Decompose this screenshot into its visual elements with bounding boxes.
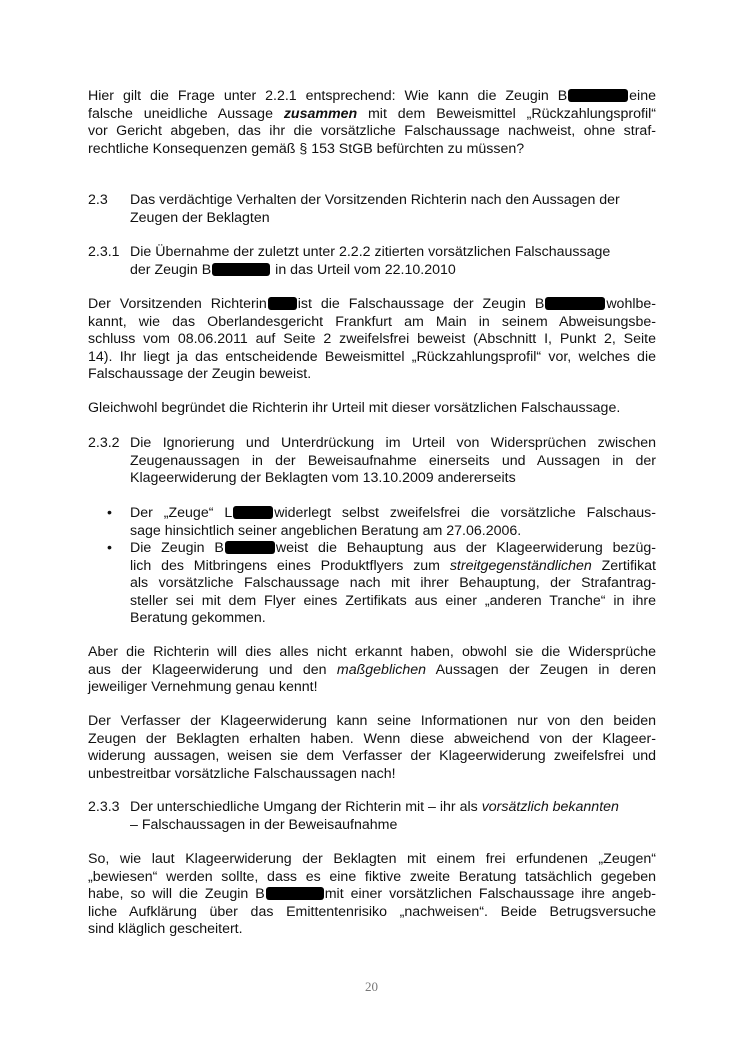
page-number: 20 — [365, 979, 378, 994]
section-heading: Die Übernahme der zuletzt unter 2.2.2 zitierten vorsätzlichen Falschaussage der Zeugin B in das Urteil vom 22.10.2010 — [130, 244, 611, 278]
text-line: 14). Ihr liegt ja das entscheidende Beweismittel „Rückzahlungsprofil“ vor, welches die — [88, 348, 656, 365]
emphasis-text: zusammen — [283, 105, 358, 122]
text-line: Falschaussage der Zeugin beweist. — [88, 366, 312, 382]
redaction — [233, 506, 273, 519]
paragraph — [88, 400, 656, 418]
paragraph: Aber die Richterin will dies alles nicht erkannt haben, obwohl sie die Widersprüche aus der Klageerwiderung und den maßgeblichen Aussagen der Zeugen in deren jeweiliger Vernehmung genau kennt! — [88, 644, 656, 695]
redaction — [568, 89, 628, 102]
section-heading: Der unterschiedliche Umgang der Richterin mit – ihr als vorsätzlich bekannten – Falschaussagen in der Beweisaufnahme — [130, 799, 619, 833]
redaction — [545, 297, 605, 310]
text-line: Gleichwohl begründet die Richterin ihr Urteil mit dieser vorsätzlichen Falschaussage. — [88, 400, 621, 416]
text-line: unbestreitbar vorsätzliche Falschaussagen nach! — [88, 765, 396, 782]
text-line: widerung aussagen, weisen sie dem Verfasser der Klageerwiderung zweifelsfrei und — [88, 748, 656, 764]
text: mit dem Beweismittel „Rückzahlungsprofil“ — [357, 105, 656, 122]
section-heading: Die Ignorierung und Unterdrückung im Urteil von Widersprüchen zwischen Zeugenaussagen in der Beweisaufnahme einerseits und Aussagen in der Klageerwiderung der Beklagten vom 13.10.2009 andererseits — [130, 435, 656, 486]
text: eine — [629, 88, 656, 104]
redaction — [266, 887, 324, 900]
redaction — [225, 541, 275, 554]
text-line: So, wie laut Klageerwiderung der Beklagten mit einem frei erfundenen „Zeugen“ — [88, 851, 656, 867]
text-line: Zeugen der Beklagten erhalten haben. Wenn diese abweichend von der Klageer- — [88, 730, 656, 747]
paragraph: So, wie laut Klageerwiderung der Beklagten mit einem frei erfundenen „Zeugen“ „bewiesen“ werden sollte, dass es eine fiktive zweite Beratung tatsächlich gegeben habe, so will die Zeugin B mit einer vorsätzlichen Falschaussage ihre angeb- liche Aufklärung über das Emittentenrisiko „nachweisen“. Beide Betrugsversuche sind kläglich gescheitert. — [88, 851, 656, 937]
paragraph: Der Vorsitzenden Richterin ist die Falschaussage der Zeugin B wohlbe- kannt, wie das Oberlandesgericht Frankfurt am Main in seinem Abweisungsbe- schluss vom 08.06.2011 auf Seite 2 zweifelsfrei beweist (Abschnitt I, Punkt 2, Seite 14). Ihr liegt ja das entscheidende Beweismittel „Rückzahlungsprofil“ vor, welches die Falschaussage der Zeugin beweist. — [88, 296, 656, 382]
text-line: sind kläglich gescheitert. — [88, 921, 243, 937]
section-number: 2.3.3 — [88, 799, 120, 815]
section-number: 2.3.1 — [88, 244, 120, 260]
list-item: Der „Zeuge“ L widerlegt selbst zweifelsfrei die vorsätzliche Falschaus- sage hinsichtlich seiner angeblichen Beratung am 27.06.2006. — [130, 505, 657, 539]
redaction — [268, 297, 297, 310]
section-number: 2.3 — [88, 192, 108, 208]
text: Hier gilt die Frage unter 2.2.1 entsprechend: Wie kann die Zeugin B — [88, 88, 568, 104]
redaction — [212, 263, 270, 276]
text-line: liche Aufklärung über das Emittentenrisiko „nachweisen“. Beide Betrugsversuche — [88, 903, 656, 920]
text-line: kannt, wie das Oberlandesgericht Frankfurt am Main in seinem Abweisungsbe- — [88, 313, 656, 330]
list-item: Die Zeugin B weist die Behauptung aus der Klageerwiderung bezüg- lich des Mitbringens eines Produktflyers zum streitgegenständlichen Zertifikat als vorsätzliche Falschaussage nach mit ihrer Behauptung, der Strafantrag- steller sei mit dem Flyer eines Zertifikats aus einer „anderen Tranche“ in ihre Beratung gekommen. — [130, 540, 656, 626]
bullet-marker: • — [107, 505, 112, 521]
section-number: 2.3.2 — [88, 435, 120, 451]
text-line: Aber die Richterin will dies alles nicht erkannt haben, obwohl sie die Widersprüche — [88, 644, 656, 660]
text-line: schluss vom 08.06.2011 auf Seite 2 zweifelsfrei beweist (Abschnitt I, Punkt 2, Seite — [88, 331, 656, 347]
text-line: rechtliche Konsequenzen gemäß § 153 StGB befürchten zu müssen? — [88, 140, 525, 157]
section-heading: Das verdächtige Verhalten der Vorsitzenden Richterin nach den Aussagen der Zeugen der Beklagten — [130, 192, 620, 226]
text-line: jeweiliger Vernehmung genau kennt! — [88, 679, 318, 695]
text: falsche uneidliche Aussage — [88, 105, 284, 122]
text-line: „bewiesen“ werden sollte, dass es eine fiktive zweite Beratung tatsächlich gegeben — [88, 868, 656, 885]
paragraph — [88, 713, 656, 783]
bullet-marker: • — [107, 540, 112, 556]
text-line: Der Verfasser der Klageerwiderung kann seine Informationen nur von den beiden — [88, 713, 656, 729]
paragraph — [88, 88, 656, 158]
text-line: vor Gericht abgeben, das ihr die vorsätzliche Falschaussage nachweist, ohne straf- — [88, 123, 656, 139]
